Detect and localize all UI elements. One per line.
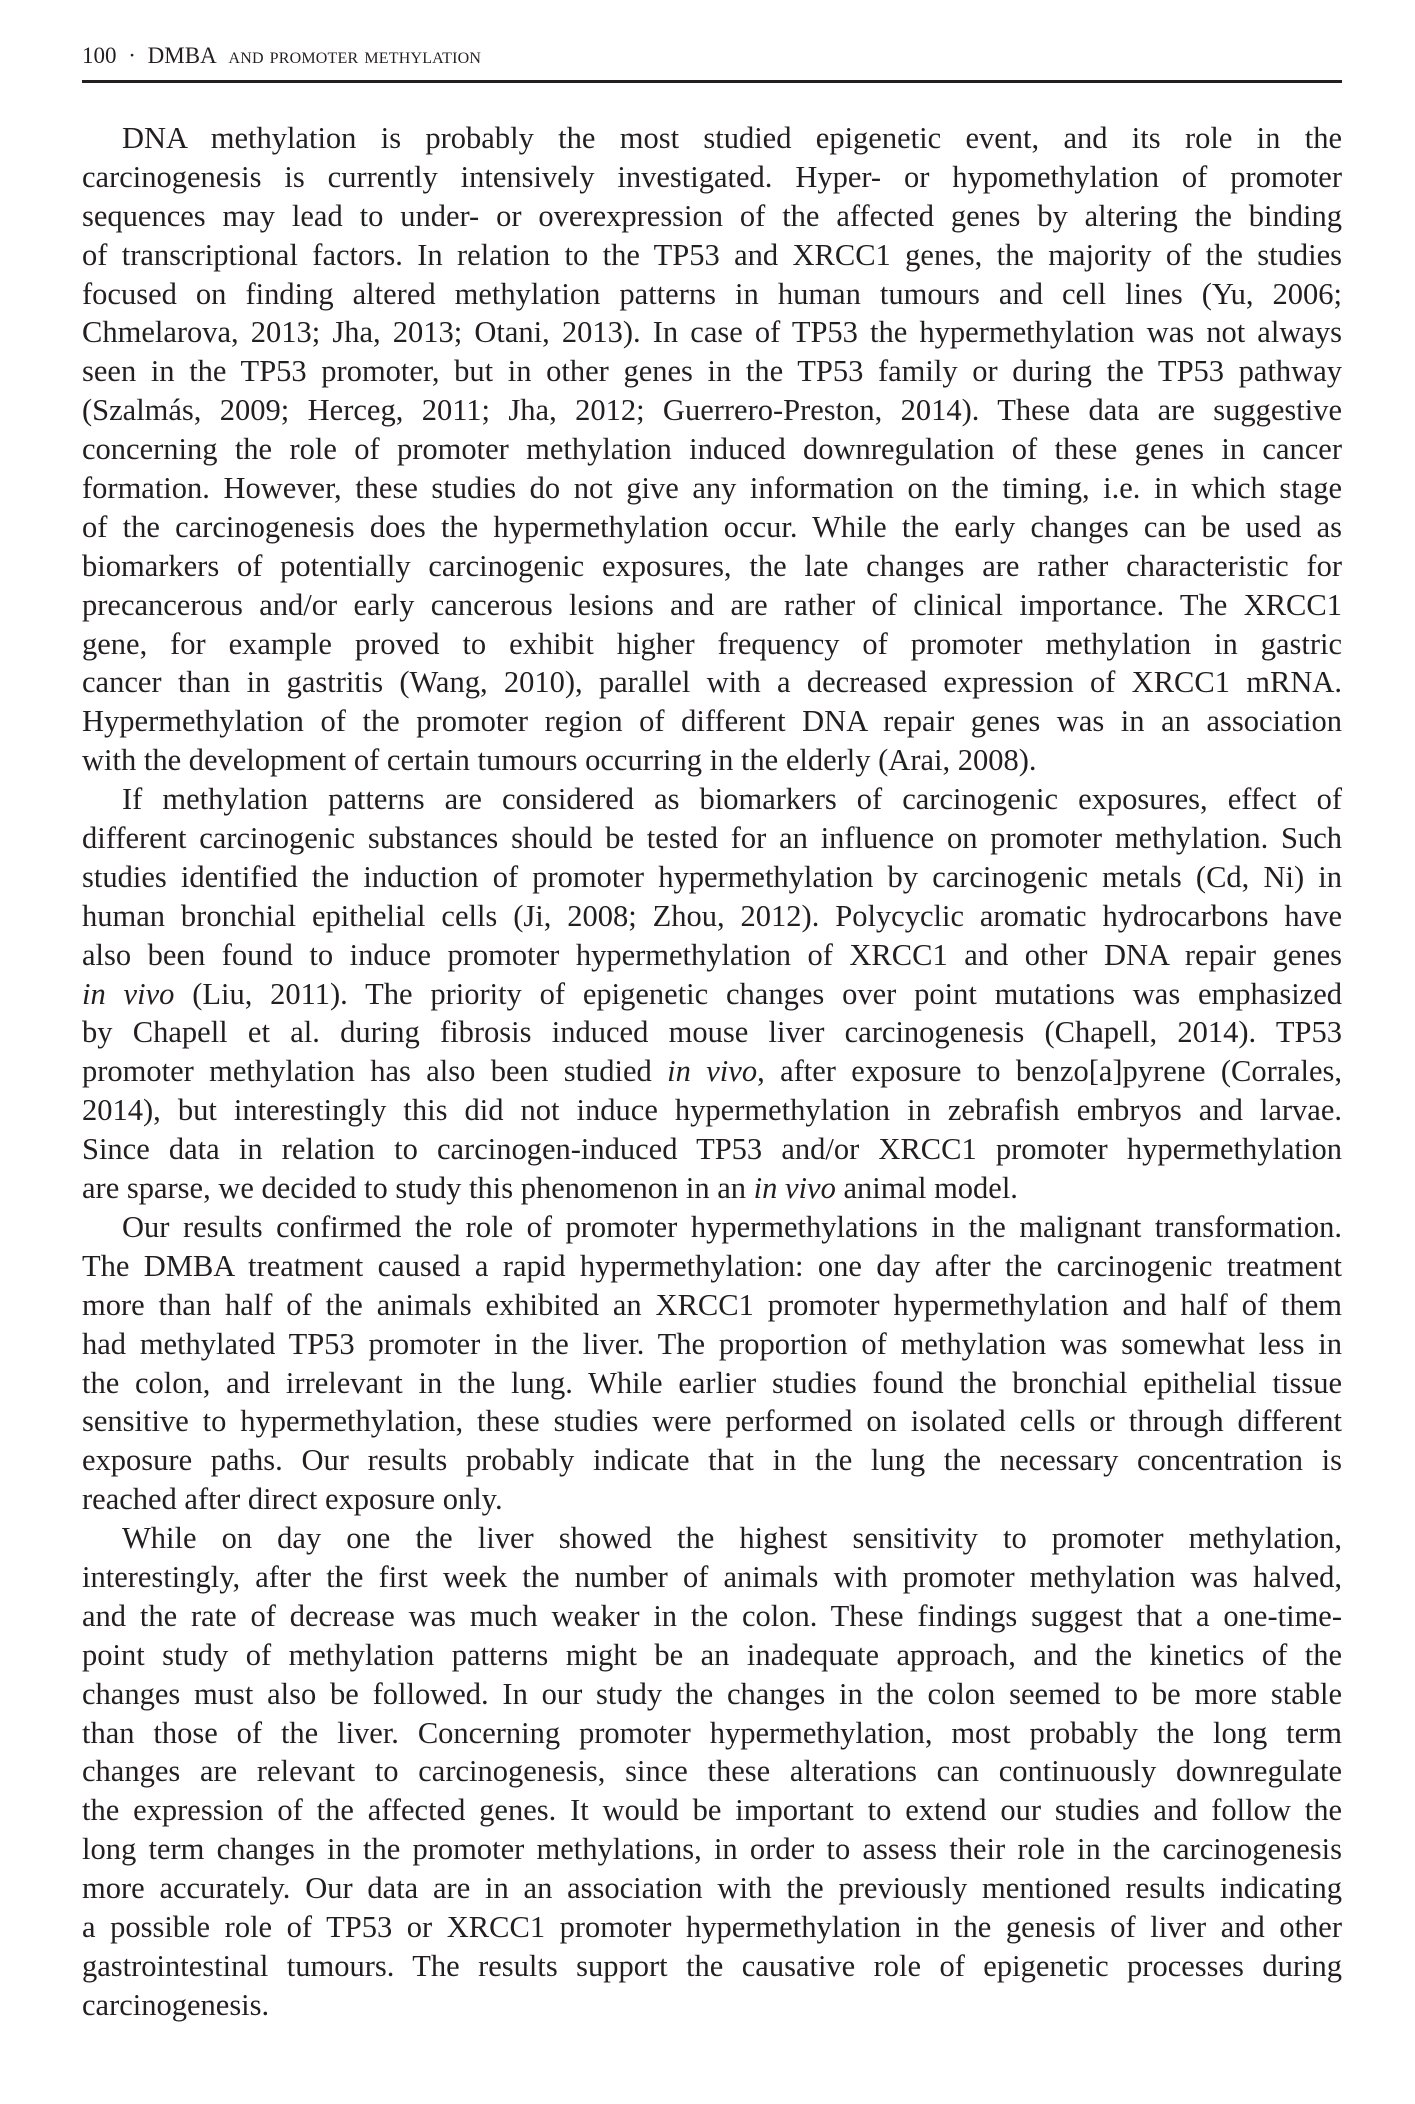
text-line (82, 275, 1342, 314)
text-line (82, 1208, 1342, 1247)
text-line (82, 430, 1342, 469)
text-run: carcinogenesis. (82, 1987, 270, 2022)
text-run: cancer than in gastritis (Wang, 2010), parallel with a decreased expression of XRCC1 mRNA. (82, 665, 1342, 700)
text-run: also been found to induce promoter hypermethylation of XRCC1 and other DNA repair genes (82, 937, 1342, 972)
body-text (82, 119, 1342, 2025)
text-line (82, 1986, 1342, 2025)
text-line (82, 819, 1342, 858)
text-run: different carcinogenic substances should be tested for an influence on promoter methylation. Such (82, 821, 1342, 856)
text-line (82, 975, 1342, 1014)
text-line (82, 119, 1342, 158)
text-line (82, 1636, 1342, 1675)
italic-term: in vivo (753, 1171, 836, 1206)
text-run: promoter methylation has also been studied (82, 1054, 668, 1089)
text-run: biomarkers of potentially carcinogenic exposures, the late changes are rather characteristic for (82, 548, 1342, 583)
text-line (82, 547, 1342, 586)
text-run: and the rate of decrease was much weaker in the colon. These findings suggest that a one-time- (82, 1598, 1342, 1633)
text-line (82, 1752, 1342, 1791)
text-run: Chmelarova, 2013; Jha, 2013; Otani, 2013). In case of TP53 the hypermethylation was not always (82, 315, 1342, 350)
text-run: sensitive to hypermethylation, these studies were performed on isolated cells or through different (82, 1404, 1342, 1439)
text-line (82, 702, 1342, 741)
text-line (82, 313, 1342, 352)
text-run: a possible role of TP53 or XRCC1 promoter hypermethylation in the genesis of liver and other (82, 1909, 1342, 1944)
text-run: point study of methylation patterns might be an inadequate approach, and the kinetics of the (82, 1637, 1342, 1672)
text-line (82, 1597, 1342, 1636)
text-run: by Chapell et al. during fibrosis induced mouse liver carcinogenesis (Chapell, 2014). TP53 (82, 1015, 1342, 1050)
running-header (82, 40, 1342, 72)
paragraph (82, 119, 1342, 780)
text-run: with the development of certain tumours occurring in the elderly (Arai, 2008). (82, 743, 1037, 778)
text-run: concerning the role of promoter methylation induced downregulation of these genes in cancer (82, 432, 1342, 467)
text-run: Hypermethylation of the promoter region of different DNA repair genes was in an association (82, 704, 1342, 739)
text-line (82, 1286, 1342, 1325)
text-run: The DMBA treatment caused a rapid hypermethylation: one day after the carcinogenic treatment (82, 1248, 1342, 1283)
text-line (82, 1052, 1342, 1091)
text-run: , after exposure to benzo[a]pyrene (Corrales, (757, 1054, 1342, 1089)
header-title-main: DMBA (147, 43, 217, 68)
text-run: 2014), but interestingly this did not induce hypermethylation in zebrafish embryos and larvae. (82, 1093, 1342, 1128)
text-run: the expression of the affected genes. It would be important to extend our studies and follow the (82, 1793, 1342, 1828)
text-run: While on day one the liver showed the highest sensitivity to promoter methylation, (122, 1521, 1342, 1556)
text-line (82, 1908, 1342, 1947)
text-run: (Szalmás, 2009; Herceg, 2011; Jha, 2012; Guerrero-Preston, 2014). These data are suggestive (82, 393, 1342, 428)
paragraph (82, 1208, 1342, 1519)
text-run: carcinogenesis is currently intensively investigated. Hyper- or hypomethylation of promoter (82, 159, 1342, 194)
text-run: interestingly, after the first week the number of animals with promoter methylation was halved, (82, 1559, 1342, 1594)
text-line (82, 1169, 1342, 1208)
text-line (82, 1091, 1342, 1130)
text-run: human bronchial epithelial cells (Ji, 2008; Zhou, 2012). Polycyclic aromatic hydrocarbons have (82, 898, 1342, 933)
text-run: long term changes in the promoter methylations, in order to assess their role in the carcinogenesis (82, 1832, 1342, 1867)
italic-term: in vivo (82, 976, 175, 1011)
text-line (82, 1675, 1342, 1714)
text-line (82, 1869, 1342, 1908)
text-run: If methylation patterns are considered as biomarkers of carcinogenic exposures, effect of (122, 782, 1342, 817)
text-line (82, 1441, 1342, 1480)
text-run: reached after direct exposure only. (82, 1482, 503, 1517)
text-run: gene, for example proved to exhibit higher frequency of promoter methylation in gastric (82, 626, 1342, 661)
text-line (82, 1714, 1342, 1753)
text-run: exposure paths. Our results probably indicate that in the lung the necessary concentration is (82, 1443, 1342, 1478)
text-run: Since data in relation to carcinogen-induced TP53 and/or XRCC1 promoter hypermethylation (82, 1132, 1342, 1167)
text-line (82, 508, 1342, 547)
text-line (82, 1325, 1342, 1364)
text-run: DNA methylation is probably the most studied epigenetic event, and its role in the (122, 121, 1342, 155)
header-separator: · (128, 43, 136, 68)
text-run: studies identified the induction of promoter hypermethylation by carcinogenic metals (Cd, Ni) in (82, 859, 1342, 894)
text-run: changes are relevant to carcinogenesis, since these alterations can continuously downregulate (82, 1754, 1342, 1789)
header-title-rest: and promoter methylation (228, 43, 482, 68)
text-run: (Liu, 2011). The priority of epigenetic changes over point mutations was emphasized (174, 976, 1342, 1011)
text-run: Our results confirmed the role of promoter hypermethylations in the malignant transformation. (122, 1209, 1342, 1244)
text-line (82, 1364, 1342, 1403)
text-run: sequences may lead to under- or overexpression of the affected genes by altering the binding (82, 198, 1342, 233)
text-line (82, 158, 1342, 197)
text-line (82, 1558, 1342, 1597)
header-rule (82, 80, 1342, 83)
text-run: focused on finding altered methylation patterns in human tumours and cell lines (Yu, 2006; (82, 276, 1342, 311)
text-line (82, 236, 1342, 275)
text-run: the colon, and irrelevant in the lung. While earlier studies found the bronchial epithelial tissue (82, 1365, 1342, 1400)
paragraph (82, 1519, 1342, 2025)
text-run: than those of the liver. Concerning promoter hypermethylation, most probably the long term (82, 1715, 1342, 1750)
text-line (82, 1402, 1342, 1441)
text-line (82, 1013, 1342, 1052)
text-run: of transcriptional factors. In relation to the TP53 and XRCC1 genes, the majority of the studies (82, 237, 1342, 272)
text-line (82, 1791, 1342, 1830)
text-line (82, 1519, 1342, 1558)
text-line (82, 1947, 1342, 1986)
text-run: are sparse, we decided to study this phenomenon in an (82, 1171, 754, 1206)
text-line (82, 469, 1342, 508)
text-line (82, 391, 1342, 430)
text-line (82, 741, 1342, 780)
italic-term: in vivo (667, 1054, 758, 1089)
paragraph (82, 780, 1342, 1208)
text-run: of the carcinogenesis does the hypermethylation occur. While the early changes can be used as (82, 509, 1342, 544)
text-run: precancerous and/or early cancerous lesions and are rather of clinical importance. The XRCC1 (82, 587, 1342, 622)
text-run: animal model. (835, 1171, 1018, 1206)
text-run: more than half of the animals exhibited an XRCC1 promoter hypermethylation and half of them (82, 1287, 1342, 1322)
text-line (82, 1480, 1342, 1519)
text-run: more accurately. Our data are in an association with the previously mentioned results indicating (82, 1871, 1342, 1906)
text-line (82, 936, 1342, 975)
text-line (82, 1830, 1342, 1869)
text-run: formation. However, these studies do not give any information on the timing, i.e. in which stage (82, 471, 1342, 506)
text-line (82, 197, 1342, 236)
text-line (82, 897, 1342, 936)
page-number: 100 (82, 43, 117, 68)
text-line (82, 1130, 1342, 1169)
text-line (82, 1247, 1342, 1286)
text-run: changes must also be followed. In our study the changes in the colon seemed to be more stable (82, 1676, 1342, 1711)
text-run: had methylated TP53 promoter in the liver. The proportion of methylation was somewhat less in (82, 1326, 1342, 1361)
text-line (82, 586, 1342, 625)
text-line (82, 858, 1342, 897)
text-run: seen in the TP53 promoter, but in other genes in the TP53 family or during the TP53 pathway (82, 354, 1342, 389)
text-line (82, 663, 1342, 702)
text-run: gastrointestinal tumours. The results support the causative role of epigenetic processes during (82, 1948, 1342, 1983)
text-line (82, 780, 1342, 819)
text-line (82, 625, 1342, 664)
text-line (82, 352, 1342, 391)
